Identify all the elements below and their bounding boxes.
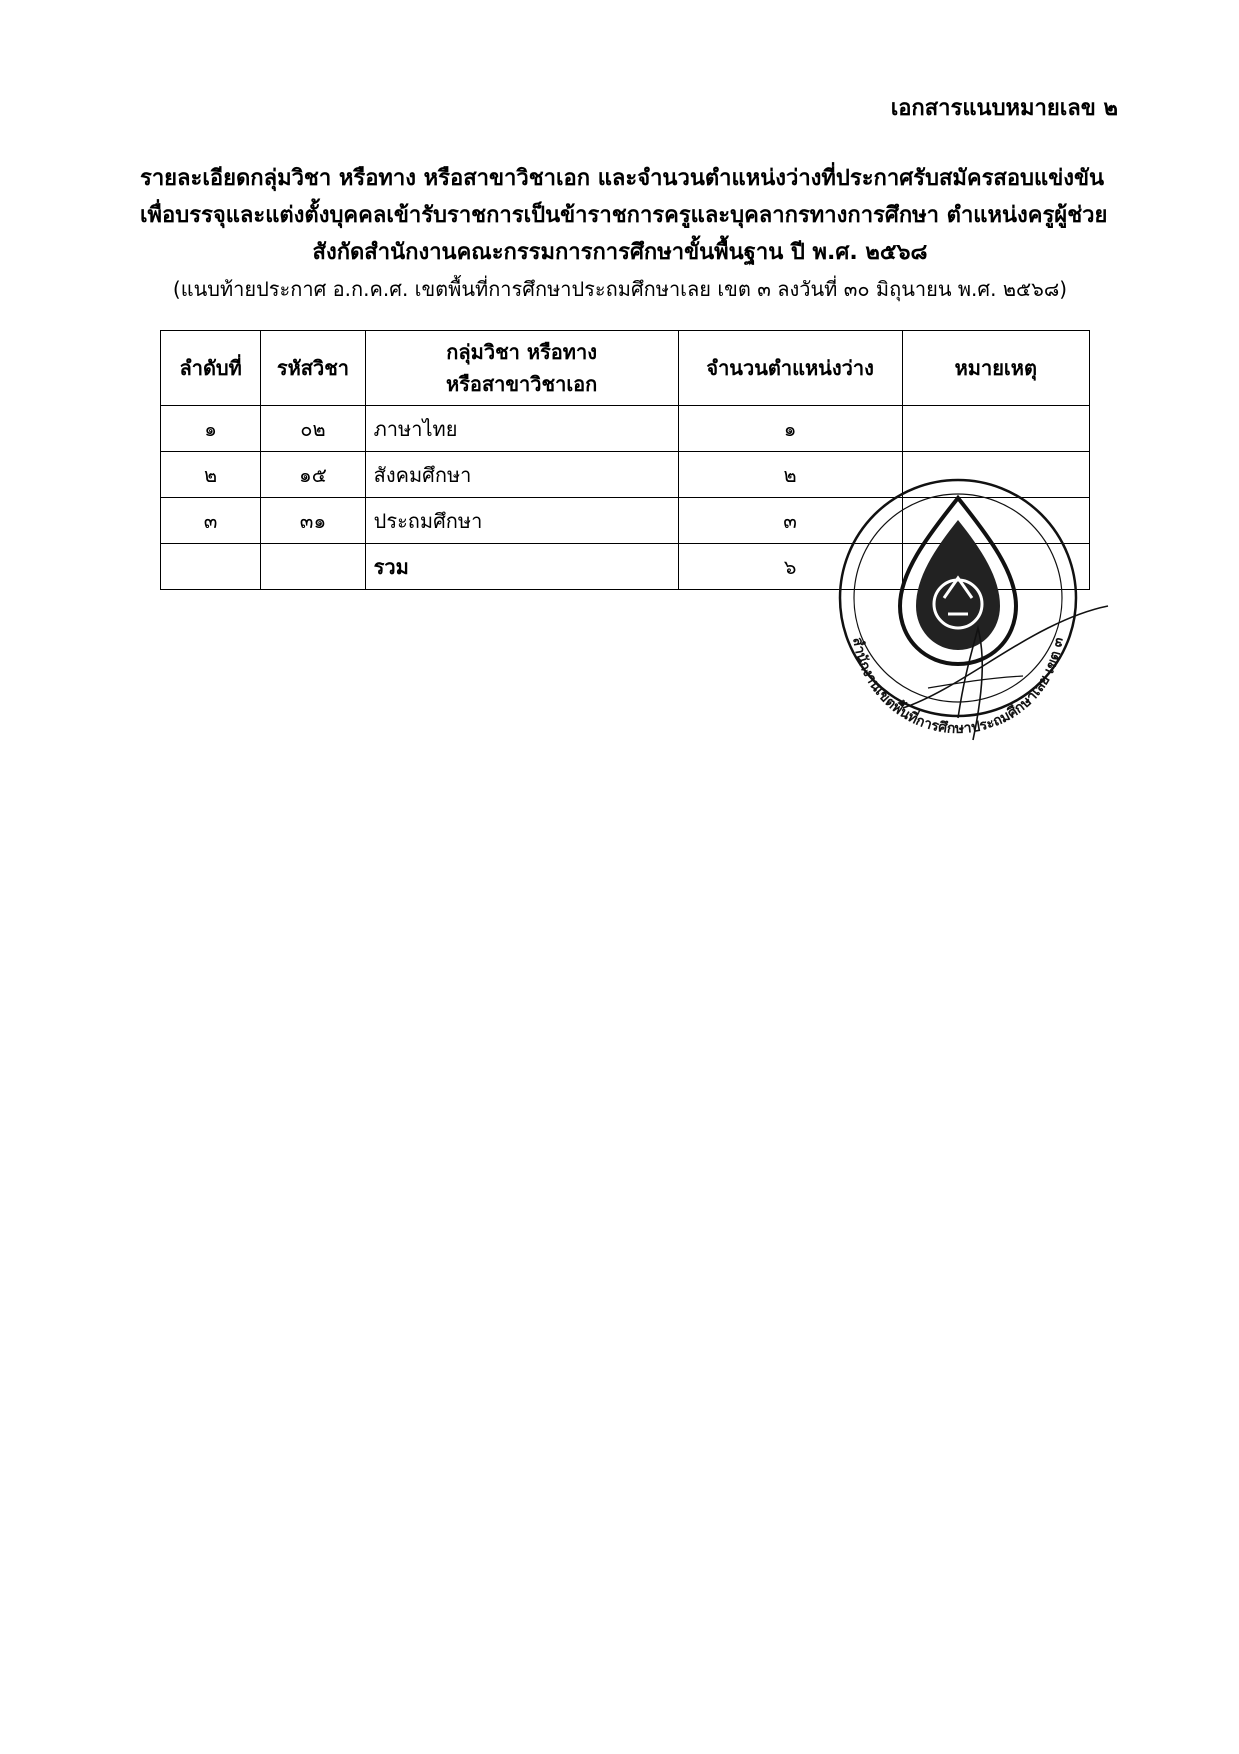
cell-remark	[902, 406, 1089, 452]
title-line-3: สังกัดสำนักงานคณะกรรมการการศึกษาขั้นพื้นฐาน ปี พ.ศ. ๒๕๖๘	[312, 240, 928, 265]
table-header-row	[161, 331, 1090, 406]
cell-order-empty	[161, 544, 261, 590]
header-remark: หมายเหตุ	[902, 331, 1089, 406]
cell-subject: ประถมศึกษา	[365, 498, 678, 544]
cell-code: ๐๒	[261, 406, 365, 452]
table-row	[161, 406, 1090, 452]
cell-order: ๓	[161, 498, 261, 544]
cell-count: ๓	[678, 498, 902, 544]
title-line-1: รายละเอียดกลุ่มวิชา หรือทาง หรือสาขาวิชาเอก และจำนวนตำแหน่งว่างที่ประกาศรับสมัครสอบแข่งขัน	[140, 166, 1105, 191]
title-line-4: (แนบท้ายประกาศ อ.ก.ค.ศ. เขตพื้นที่การศึกษาประถมศึกษาเลย เขต ๓ ลงวันที่ ๓๐ มิถุนายน พ.ศ. ๒๕๖๘)	[172, 277, 1068, 301]
total-count: ๖	[678, 544, 902, 590]
header-subject	[365, 331, 678, 406]
cell-code-empty	[261, 544, 365, 590]
cell-order: ๒	[161, 452, 261, 498]
seal-text: สำนักงานเขตพื้นที่การศึกษาประถมศึกษาเลย เขต ๓	[849, 636, 1067, 738]
cell-subject: สังคมศึกษา	[365, 452, 678, 498]
cell-count: ๒	[678, 452, 902, 498]
header-order: ลำดับที่	[161, 331, 261, 406]
official-seal-icon	[808, 478, 1138, 758]
cell-code: ๓๑	[261, 498, 365, 544]
document-title	[140, 160, 1108, 307]
cell-code: ๑๕	[261, 452, 365, 498]
header-subject-line-2: หรือสาขาวิชาเอก	[446, 372, 598, 396]
header-count: จำนวนตำแหน่งว่าง	[678, 331, 902, 406]
header-subject-line-1: กลุ่มวิชา หรือทาง	[446, 340, 597, 364]
cell-order: ๑	[161, 406, 261, 452]
cell-count: ๑	[678, 406, 902, 452]
total-label: รวม	[365, 544, 678, 590]
header-code: รหัสวิชา	[261, 331, 365, 406]
cell-subject: ภาษาไทย	[365, 406, 678, 452]
attachment-number: เอกสารแนบหมายเลข ๒	[890, 96, 1118, 121]
title-line-2: เพื่อบรรจุและแต่งตั้งบุคคลเข้ารับราชการเป็นข้าราชการครูและบุคลากรทางการศึกษา ตำแหน่งครูผู้ช่วย	[140, 203, 1108, 228]
svg-text:สำนักงานเขตพื้นที่การศึกษาประถ	[849, 636, 1066, 737]
